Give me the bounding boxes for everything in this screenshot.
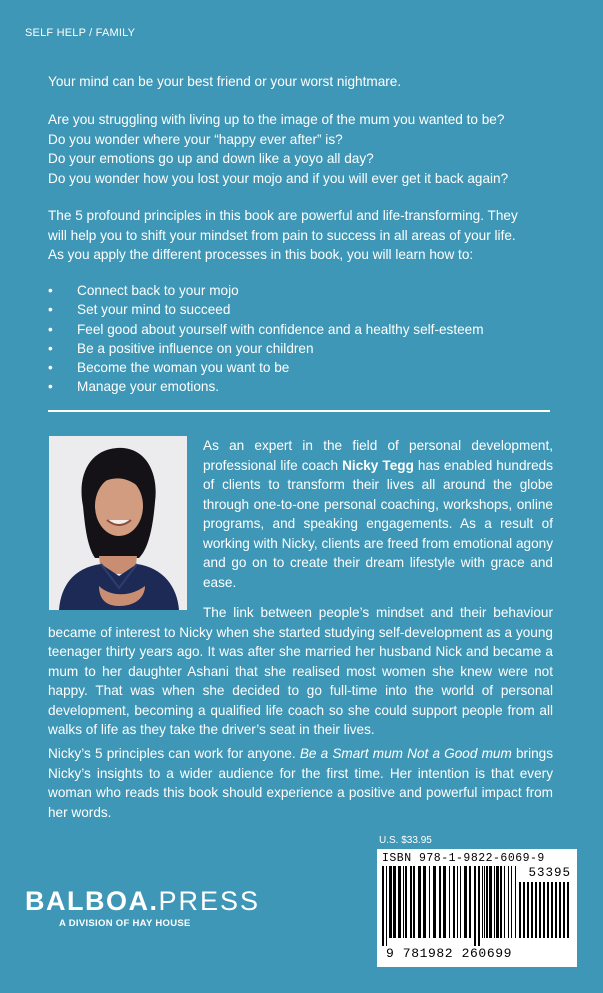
barcode-bar: [515, 866, 516, 938]
question-line: Do you wonder how you lost your mojo and if you will ever get it back again?: [48, 170, 509, 186]
publisher-subtitle: A DIVISION OF HAY HOUSE: [59, 918, 191, 929]
benefit-item: • Connect back to your mojo: [48, 281, 484, 300]
benefit-item: • Be a positive influence on your children: [48, 339, 484, 358]
barcode-bar: [403, 866, 404, 938]
price-code-bars: [519, 882, 571, 946]
barcode-bar: [413, 866, 415, 938]
principles-line: will help you to shift your mindset from pain to success in all areas of your life.: [48, 227, 516, 243]
benefit-item: • Set your mind to succeed: [48, 300, 484, 319]
barcode-bar: [398, 866, 401, 938]
barcode-bar: [457, 866, 458, 938]
bio-paragraph-3: [48, 744, 553, 822]
barcode-bar: [386, 866, 387, 946]
barcode-bar: [429, 866, 430, 938]
barcode-bar: [460, 866, 461, 938]
barcode-bar: [393, 866, 396, 938]
principles-line: The 5 profound principles in this book are powerful and life-transforming. They: [48, 208, 518, 223]
barcode-bar: [567, 882, 569, 938]
barcode-bar: [535, 882, 537, 938]
barcode-bar: [410, 866, 412, 938]
barcode-bars: [382, 866, 516, 946]
barcode-bar: [478, 866, 480, 946]
barcode-bar: [551, 882, 553, 938]
bio-paragraph-1: [203, 436, 553, 592]
question-line: Are you struggling with living up to the image of the mum you wanted to be?: [48, 112, 505, 127]
barcode-bar: [474, 866, 476, 946]
barcode-bar: [464, 866, 467, 938]
barcode-bar: [484, 866, 485, 938]
question-line: Do your emotions go up and down like a yoyo all day?: [48, 151, 374, 166]
barcode-bar: [559, 882, 561, 938]
barcode-bar: [543, 882, 545, 938]
isbn-label: ISBN 978-1-9822-6069-9: [382, 852, 545, 865]
isbn-barcode: [377, 849, 577, 967]
benefit-item: • Manage your emotions.: [48, 377, 484, 396]
author-photo: [49, 436, 187, 610]
barcode-bar: [563, 882, 565, 938]
barcode-bar: [547, 882, 549, 938]
barcode-bar: [449, 866, 450, 938]
publisher-dot: .: [149, 886, 159, 916]
barcode-bar: [555, 882, 557, 938]
barcode-bar: [494, 866, 495, 938]
barcode-bar: [527, 882, 529, 938]
barcode-bar: [382, 866, 384, 946]
barcode-bar: [433, 866, 436, 938]
barcode-bar: [511, 866, 512, 938]
barcode-bar: [489, 866, 492, 938]
bio-text: has enabled hundreds of clients to transform their lives all around the globe through one-to-one personal coaching, workshops, online programs, and speaking engagements. As a result of working with Nicky, clients are freed from emotional agony and go on to create their dream lifestyle with grace and ease.: [203, 457, 553, 590]
book-title: Be a Smart mum Not a Good mum: [299, 746, 512, 761]
barcode-bar: [496, 866, 499, 938]
bio-paragraph-2: The link between people’s mindset and their behaviour became of interest to Nicky when she started studying self-development as a young teenager thirty years ago. It was after she married her husband Nick and became a mum to her daughter Ashani that she realised most women she knew were not happy. That was when she decided to go full-time into the world of personal development, becoming a qualified life coach so she could support people from all walks of life as they take the driver’s seat in their lives.: [48, 605, 553, 737]
barcode-bar: [453, 866, 455, 938]
barcode-bar: [523, 882, 525, 938]
benefit-item: • Become the woman you want to be: [48, 358, 484, 377]
question-list: [48, 110, 568, 188]
barcode-bar: [482, 866, 483, 938]
barcode-bar: [500, 866, 502, 938]
principles-paragraph: [48, 206, 568, 265]
benefit-item: • Feel good about yourself with confidence and a healthy self-esteem: [48, 320, 484, 339]
publisher-name-bold: BALBOA: [25, 886, 150, 916]
barcode-bar: [531, 882, 533, 938]
section-divider: [48, 410, 550, 412]
price-code: 53395: [528, 866, 571, 880]
bio-text: As an expert in the field of personal development, professional life coach: [203, 438, 553, 473]
publisher-name-thin: PRESS: [158, 886, 261, 916]
isbn-digits: 9 781982 260699: [386, 946, 513, 961]
question-line: Do you wonder where your “happy ever after” is?: [48, 131, 343, 147]
barcode-bar: [405, 866, 407, 938]
price-label: U.S. $33.95: [379, 835, 432, 846]
barcode-bar: [423, 866, 426, 938]
author-name: Nicky Tegg: [342, 457, 414, 473]
publisher-logo: [25, 886, 260, 929]
barcode-bar: [486, 866, 488, 938]
publisher-name: [25, 886, 260, 916]
barcode-bar: [418, 866, 421, 938]
intro-text: Your mind can be your best friend or your worst nightmare.: [48, 74, 402, 89]
barcode-bar: [439, 866, 441, 938]
author-portrait-illustration: [49, 436, 187, 610]
barcode-bar: [504, 866, 505, 938]
benefits-list: [48, 281, 484, 397]
category-label: SELF HELP / FAMILY: [25, 27, 136, 39]
barcode-bar: [508, 866, 509, 938]
barcode-bar: [389, 866, 392, 938]
principles-line: As you apply the different processes in this book, you will learn how to:: [48, 247, 474, 262]
bio-text: Nicky’s 5 principles can work for anyone.: [48, 746, 300, 761]
barcode-bar: [469, 866, 471, 938]
barcode-bar: [519, 882, 521, 938]
barcode-bar: [539, 882, 541, 938]
bio-text: brings Nicky’s insights to a wider audience for the first time. Her intention is that every woman who reads this book should experience a positive and powerful impact from her words.: [48, 746, 554, 820]
barcode-bar: [443, 866, 446, 938]
